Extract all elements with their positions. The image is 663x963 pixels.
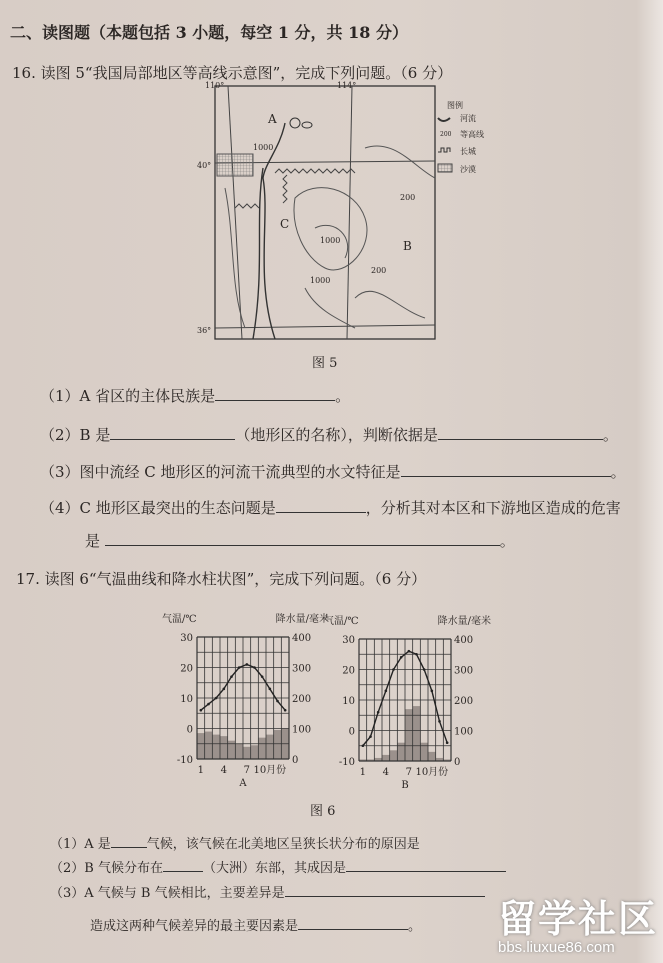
- right-tick-label: 300: [292, 663, 312, 675]
- left-tick-label: 30: [180, 633, 193, 644]
- precipitation-bar: [390, 750, 398, 761]
- temperature-axis-label: 气温/℃: [162, 614, 197, 625]
- temperature-axis-label: 气温/℃: [324, 616, 359, 627]
- right-tick-label: 400: [454, 635, 474, 646]
- temperature-point: [207, 703, 210, 706]
- left-tick-label: 20: [342, 665, 355, 677]
- precipitation-bar: [258, 738, 266, 759]
- right-tick-label: 200: [292, 694, 312, 705]
- temperature-point: [392, 668, 395, 671]
- temperature-point: [438, 720, 441, 723]
- climate-chart-b: [322, 612, 512, 797]
- watermark-text: 留学社区: [498, 897, 659, 941]
- temperature-point: [446, 741, 449, 744]
- right-tick-label: 200: [454, 696, 474, 707]
- contour-label: 1000: [310, 276, 331, 285]
- temperature-point: [200, 709, 203, 712]
- precipitation-bar: [205, 732, 213, 759]
- lat-label-40: 40°: [197, 161, 212, 170]
- answer-blank[interactable]: [163, 860, 203, 872]
- q16-part-4: （4）C 地形区最突出的生态问题是 ，分析其对本区和下游地区造成的危害: [40, 499, 621, 517]
- climate-chart-a: [160, 610, 340, 795]
- watermark: [498, 888, 658, 956]
- lat-label-36: 36°: [197, 326, 212, 335]
- region-label-c: C: [280, 217, 290, 231]
- right-tick-label: 300: [454, 665, 474, 677]
- x-tick-label: 4: [382, 767, 390, 778]
- precipitation-bar: [382, 755, 390, 761]
- temperature-point: [408, 650, 411, 653]
- right-tick-label: 0: [292, 755, 299, 766]
- legend-contour: 等高线: [460, 130, 484, 139]
- answer-blank[interactable]: [276, 498, 366, 513]
- temperature-point: [276, 700, 279, 703]
- precipitation-bar: [405, 709, 413, 761]
- legend-title: 图例: [447, 101, 463, 110]
- lon-label-110: 110°: [205, 81, 225, 90]
- q17-part-2: （2）B 气候分布在 （大洲）东部，其成因是: [50, 857, 506, 876]
- precipitation-bar: [274, 730, 282, 759]
- temperature-point: [377, 711, 380, 714]
- precipitation-bar: [428, 752, 436, 761]
- precipitation-bar: [266, 735, 274, 759]
- precipitation-bar: [220, 736, 228, 759]
- answer-blank[interactable]: [105, 531, 500, 546]
- answer-blank[interactable]: [111, 836, 147, 848]
- q17-part-3: （3）A 气候与 B 气候相比，主要差异是: [50, 882, 485, 901]
- legend-desert: 沙漠: [460, 165, 476, 174]
- temperature-point: [269, 688, 272, 691]
- right-tick-label: 0: [454, 757, 461, 768]
- left-tick-label: 20: [180, 663, 193, 675]
- contour-label: 1000: [253, 143, 274, 152]
- temperature-point: [223, 688, 226, 691]
- contour-map-figure-5: [195, 78, 500, 348]
- contour-label: 200: [371, 266, 387, 275]
- q16-part-1: （1）A 省区的主体民族是 。: [40, 387, 351, 405]
- left-tick-label: 10: [180, 694, 193, 705]
- precipitation-bar: [413, 706, 421, 761]
- temperature-point: [246, 663, 249, 666]
- great-wall-legend-icon: [438, 148, 450, 152]
- precipitation-bar: [251, 745, 259, 759]
- x-tick-label: 7: [243, 765, 251, 776]
- left-tick-label: 30: [342, 635, 355, 646]
- answer-blank[interactable]: [110, 425, 235, 440]
- temperature-point: [261, 675, 264, 678]
- temperature-point: [369, 735, 372, 738]
- answer-blank[interactable]: [285, 885, 485, 897]
- answer-blank[interactable]: [346, 860, 506, 872]
- left-tick-label: -10: [338, 757, 355, 768]
- temperature-point: [230, 675, 233, 678]
- precipitation-axis-label: 降水量/毫米: [275, 614, 329, 625]
- question-16-title: 16. 读图 5“我国局部地区等高线示意图”，完成下列问题。（6 分）: [12, 64, 453, 82]
- legend-great-wall: 长城: [460, 147, 476, 156]
- right-tick-label: 100: [454, 726, 474, 738]
- precipitation-axis-label: 降水量/毫米: [437, 616, 491, 627]
- q16-part-2: （2）B 是 （地形区的名称），判断依据是 。: [40, 426, 618, 444]
- answer-blank[interactable]: [215, 386, 335, 401]
- q16-part-3: （3）图中流经 C 地形区的河流干流典型的水文特征是 。: [40, 463, 626, 481]
- figure-6-caption: 图 6: [310, 804, 336, 819]
- contour-legend-icon: 200: [440, 131, 452, 138]
- q16-part-4-line2: 是 。: [85, 532, 515, 550]
- x-tick-label: 7: [405, 767, 413, 778]
- right-tick-label: 400: [292, 633, 312, 644]
- temperature-point: [385, 690, 388, 693]
- x-tick-label: 1: [197, 765, 205, 776]
- temperature-point: [284, 709, 287, 712]
- q17-part-1: （1）A 是 气候，该气候在北美地区呈狭长状分布的原因是: [50, 837, 420, 852]
- region-label-a: A: [268, 112, 277, 126]
- answer-blank[interactable]: [298, 918, 408, 930]
- left-tick-label: 0: [348, 726, 355, 738]
- region-label-b: B: [403, 239, 412, 253]
- temperature-point: [238, 666, 241, 669]
- temperature-point: [253, 666, 256, 669]
- watermark-url: bbs.liuxue86.com: [498, 939, 615, 956]
- legend-river: 河流: [460, 114, 476, 123]
- figure-5-caption: 图 5: [312, 356, 338, 371]
- q17-part-3-line2: 造成这两种气候差异的最主要因素是 。: [90, 919, 422, 934]
- temperature-point: [400, 656, 403, 659]
- desert-area: [217, 154, 253, 176]
- temperature-point: [431, 690, 434, 693]
- precipitation-bar: [212, 735, 220, 759]
- precipitation-bar: [197, 733, 205, 759]
- river: [253, 123, 285, 339]
- x-tick-label: 10月份: [253, 765, 287, 776]
- map-legend: [438, 100, 484, 174]
- chart-title: A: [239, 778, 247, 789]
- desert-legend-icon: [438, 164, 452, 172]
- contour-label: 200: [400, 193, 416, 202]
- temperature-point: [415, 653, 418, 656]
- left-tick-label: 0: [186, 724, 193, 736]
- precipitation-bar: [235, 744, 243, 759]
- temperature-point: [362, 744, 365, 747]
- chart-title: B: [401, 780, 409, 791]
- section-title: 二、读图题（本题包括 3 小题，每空 1 分，共 18 分）: [10, 23, 408, 42]
- right-tick-label: 100: [292, 724, 312, 736]
- contour-label: 1000: [320, 236, 341, 245]
- left-tick-label: -10: [176, 755, 193, 766]
- question-17-title: 17. 读图 6“气温曲线和降水柱状图”，完成下列问题。（6 分）: [16, 570, 427, 588]
- x-tick-label: 4: [220, 765, 228, 776]
- lon-label-114: 114°: [337, 81, 357, 90]
- answer-blank[interactable]: [438, 425, 603, 440]
- x-tick-label: 1: [359, 767, 367, 778]
- river-legend-icon: [438, 118, 450, 121]
- precipitation-bar: [243, 747, 251, 759]
- answer-blank[interactable]: [401, 462, 611, 477]
- left-tick-label: 10: [342, 696, 355, 707]
- temperature-point: [215, 697, 218, 700]
- x-tick-label: 10月份: [415, 767, 449, 778]
- temperature-point: [423, 668, 426, 671]
